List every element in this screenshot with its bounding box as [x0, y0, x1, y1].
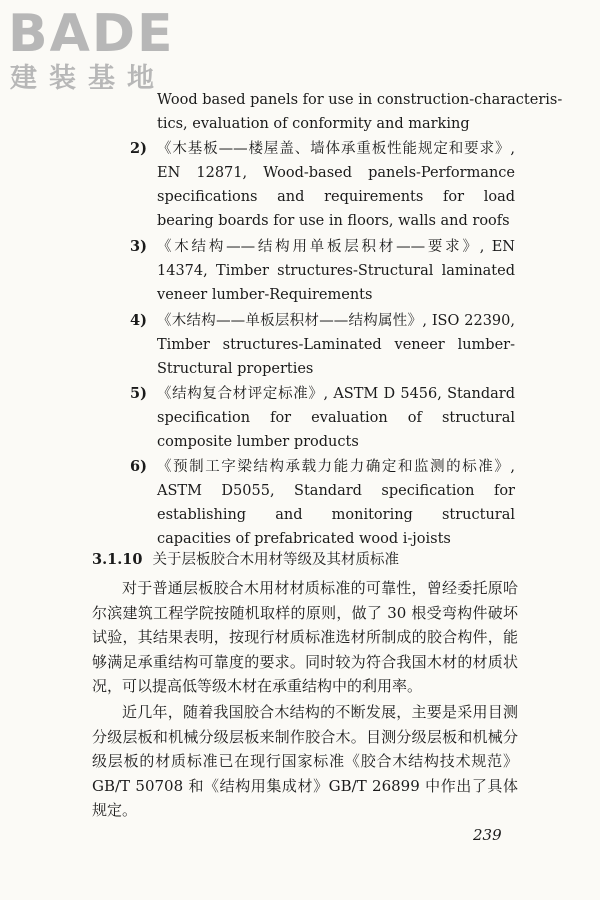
reference-number: 2) — [130, 140, 147, 157]
section-heading — [92, 548, 399, 572]
body-paragraph: 近几年，随着我国胶合木结构的不断发展，主要是采用目测分级层板和机械分级层板来制作胶合木。目测分级层板和机械分级层板的材质标准已在现行国家标准《胶合木结构技术规范》GB/T 50708 和《结构用集成材》GB/T 26899 中作出了具体规定。 — [92, 703, 518, 819]
reference-text: 《木基板——楼屋盖、墙体承重板性能规定和要求》, EN 12871, Wood-based panels-Performance specifications and requirements for load bearing boards for use in floors, walls and roofs — [157, 141, 515, 229]
reference-continuation-line: tics, evaluation of conformity and marking — [157, 116, 470, 132]
reference-text: 《结构复合材评定标准》, ASTM D 5456, Standard specification for evaluation of structural composite lumber products — [157, 386, 515, 450]
reference-number: 4) — [130, 312, 147, 329]
section-title: 关于层板胶合木用材等级及其材质标准 — [152, 552, 399, 568]
reference-continuation-line: Wood based panels for use in construction-characteris- — [157, 92, 563, 108]
reference-text: 《木结构——单板层积材——结构属性》, ISO 22390, Timber structures-Laminated veneer lumber-Structural properties — [157, 313, 515, 377]
page-number: 239 — [473, 826, 502, 844]
reference-number: 6) — [130, 458, 147, 475]
watermark-latin: BADE — [8, 4, 175, 64]
watermark-logo — [8, 6, 175, 96]
watermark-chinese: 建装基地 — [10, 63, 166, 94]
reference-number: 5) — [130, 385, 147, 402]
section-number: 3.1.10 — [92, 551, 143, 568]
body-paragraph: 对于普通层板胶合木用材材质标准的可靠性，曾经委托原哈尔滨建筑工程学院按随机取样的原则，做了 30 根受弯构件破坏试验，其结果表明，按现行材质标准选材所制成的胶合构件，能够满足承重结构可靠度的要求。同时较为符合我国木材的材质状况，可以提高低等级木材在承重结构中的利用率。 — [92, 579, 518, 695]
reference-number: 3) — [130, 238, 147, 255]
reference-text: 《预制工字梁结构承载力能力确定和监测的标准》, ASTM D5055, Standard specification for establishing and monitoring structural capacities of prefabricated wood i-joists — [157, 459, 515, 547]
reference-text: 《木结构——结构用单板层积材——要求》, EN 14374, Timber structures-Structural laminated veneer lumber-Requirements — [157, 239, 515, 303]
